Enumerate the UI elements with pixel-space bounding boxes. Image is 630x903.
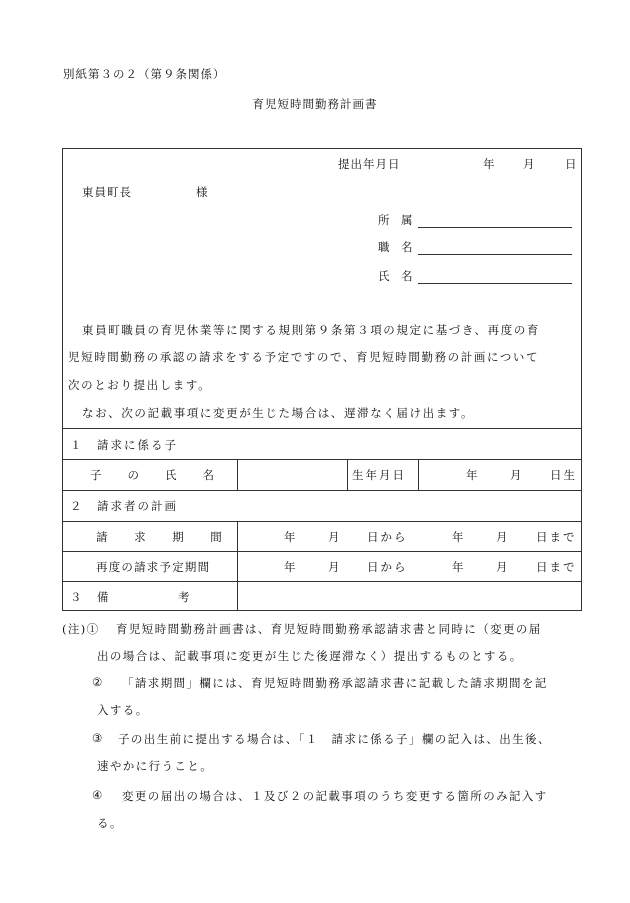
form-reference: 別紙第３の２（第９条関係） — [63, 67, 226, 81]
birth-year-unit: 年 — [466, 468, 478, 482]
note-3-line-2: 速やかに行うこと。 — [97, 759, 214, 773]
submission-year-unit: 年 — [483, 157, 495, 171]
period-to-year-unit: 年 — [452, 530, 464, 544]
replan-from-month-unit: 月 — [328, 560, 340, 574]
table-line-replan-row — [62, 551, 582, 552]
body-line-1: 東員町職員の育児休業等に関する規則第９条第３項の規定に基づき、再度の育 — [82, 323, 541, 337]
table-line-period-row — [62, 521, 582, 522]
addressee: 東員町長 — [82, 185, 132, 199]
period-to-month-unit: 月 — [496, 530, 508, 544]
request-period-label: 請 求 期 間 — [96, 530, 223, 544]
replan-to-suffix: 日まで — [536, 560, 577, 574]
position-label: 職 名 — [378, 240, 413, 254]
note-4-line-2: る。 — [97, 816, 123, 830]
note-2-marker: ② — [92, 675, 104, 689]
body-line-3: 次のとおり提出します。 — [68, 378, 212, 392]
note-3-marker: ③ — [92, 731, 104, 745]
replan-from-year-unit: 年 — [284, 560, 296, 574]
section-3-heading: ３ 備 考 — [70, 590, 192, 604]
body-line-4: なお、次の記載事項に変更が生じた場合は、遅滞なく届け出ます。 — [82, 406, 475, 420]
name-label: 氏 名 — [378, 269, 413, 283]
table-vline-plan — [237, 521, 238, 611]
period-from-month-unit: 月 — [328, 530, 340, 544]
replan-period-label: 再度の請求予定期間 — [96, 560, 211, 574]
note-4-marker: ④ — [92, 788, 104, 802]
department-underline — [418, 227, 572, 228]
birth-day-unit: 日生 — [550, 468, 577, 482]
table-vline-child-1 — [237, 459, 238, 490]
section-1-heading: １ 請求に係る子 — [70, 438, 178, 452]
replan-from-suffix: 日から — [367, 560, 408, 574]
replan-to-year-unit: 年 — [452, 560, 464, 574]
period-from-year-unit: 年 — [284, 530, 296, 544]
body-line-2: 児短時間勤務の承認の請求をする予定ですので、育児短時間勤務の計画について — [68, 350, 540, 364]
department-label: 所 属 — [378, 213, 413, 227]
section-2-heading: ２ 請求者の計画 — [70, 499, 178, 513]
note-2-line-2: 入する。 — [97, 703, 149, 717]
child-name-label: 子 の 氏 名 — [90, 468, 215, 482]
addressee-honorific: 様 — [196, 185, 208, 199]
period-from-suffix: 日から — [367, 530, 408, 544]
table-vline-child-3 — [418, 459, 419, 490]
note-2-line-1: 「請求期間」欄には、育児短時間勤務承認請求書に記載した請求期間を記 — [122, 676, 548, 690]
table-line-child-row — [62, 459, 582, 460]
note-1-line-1: 育児短時間勤務計画書は、育児短時間勤務承認請求書と同時に（変更の届 — [116, 622, 542, 636]
birth-month-unit: 月 — [510, 468, 522, 482]
table-line-top — [62, 428, 582, 429]
note-3-line-1: 子の出生前に提出する場合は、「１ 請求に係る子」欄の記入は、出生後、 — [118, 732, 551, 746]
submission-day-unit: 日 — [565, 157, 577, 171]
note-1-line-2: 出の場合は、記載事項に変更が生じた後遅滞なく）提出するものとする。 — [97, 649, 523, 663]
period-to-suffix: 日まで — [536, 530, 577, 544]
table-vline-child-2 — [347, 459, 348, 490]
table-line-section3 — [62, 581, 582, 582]
note-1-marker: (注)① — [62, 622, 100, 636]
birth-date-label: 生年月日 — [352, 468, 406, 482]
note-4-line-1: 変更の届出の場合は、１及び２の記載事項のうち変更する箇所のみ記入す — [122, 789, 548, 803]
submission-month-unit: 月 — [523, 157, 535, 171]
table-line-section2 — [62, 490, 582, 491]
document-title: 育児短時間勤務計画書 — [252, 97, 378, 111]
replan-to-month-unit: 月 — [496, 560, 508, 574]
name-underline — [418, 283, 572, 284]
submission-date-label: 提出年月日 — [338, 157, 401, 171]
position-underline — [418, 254, 572, 255]
